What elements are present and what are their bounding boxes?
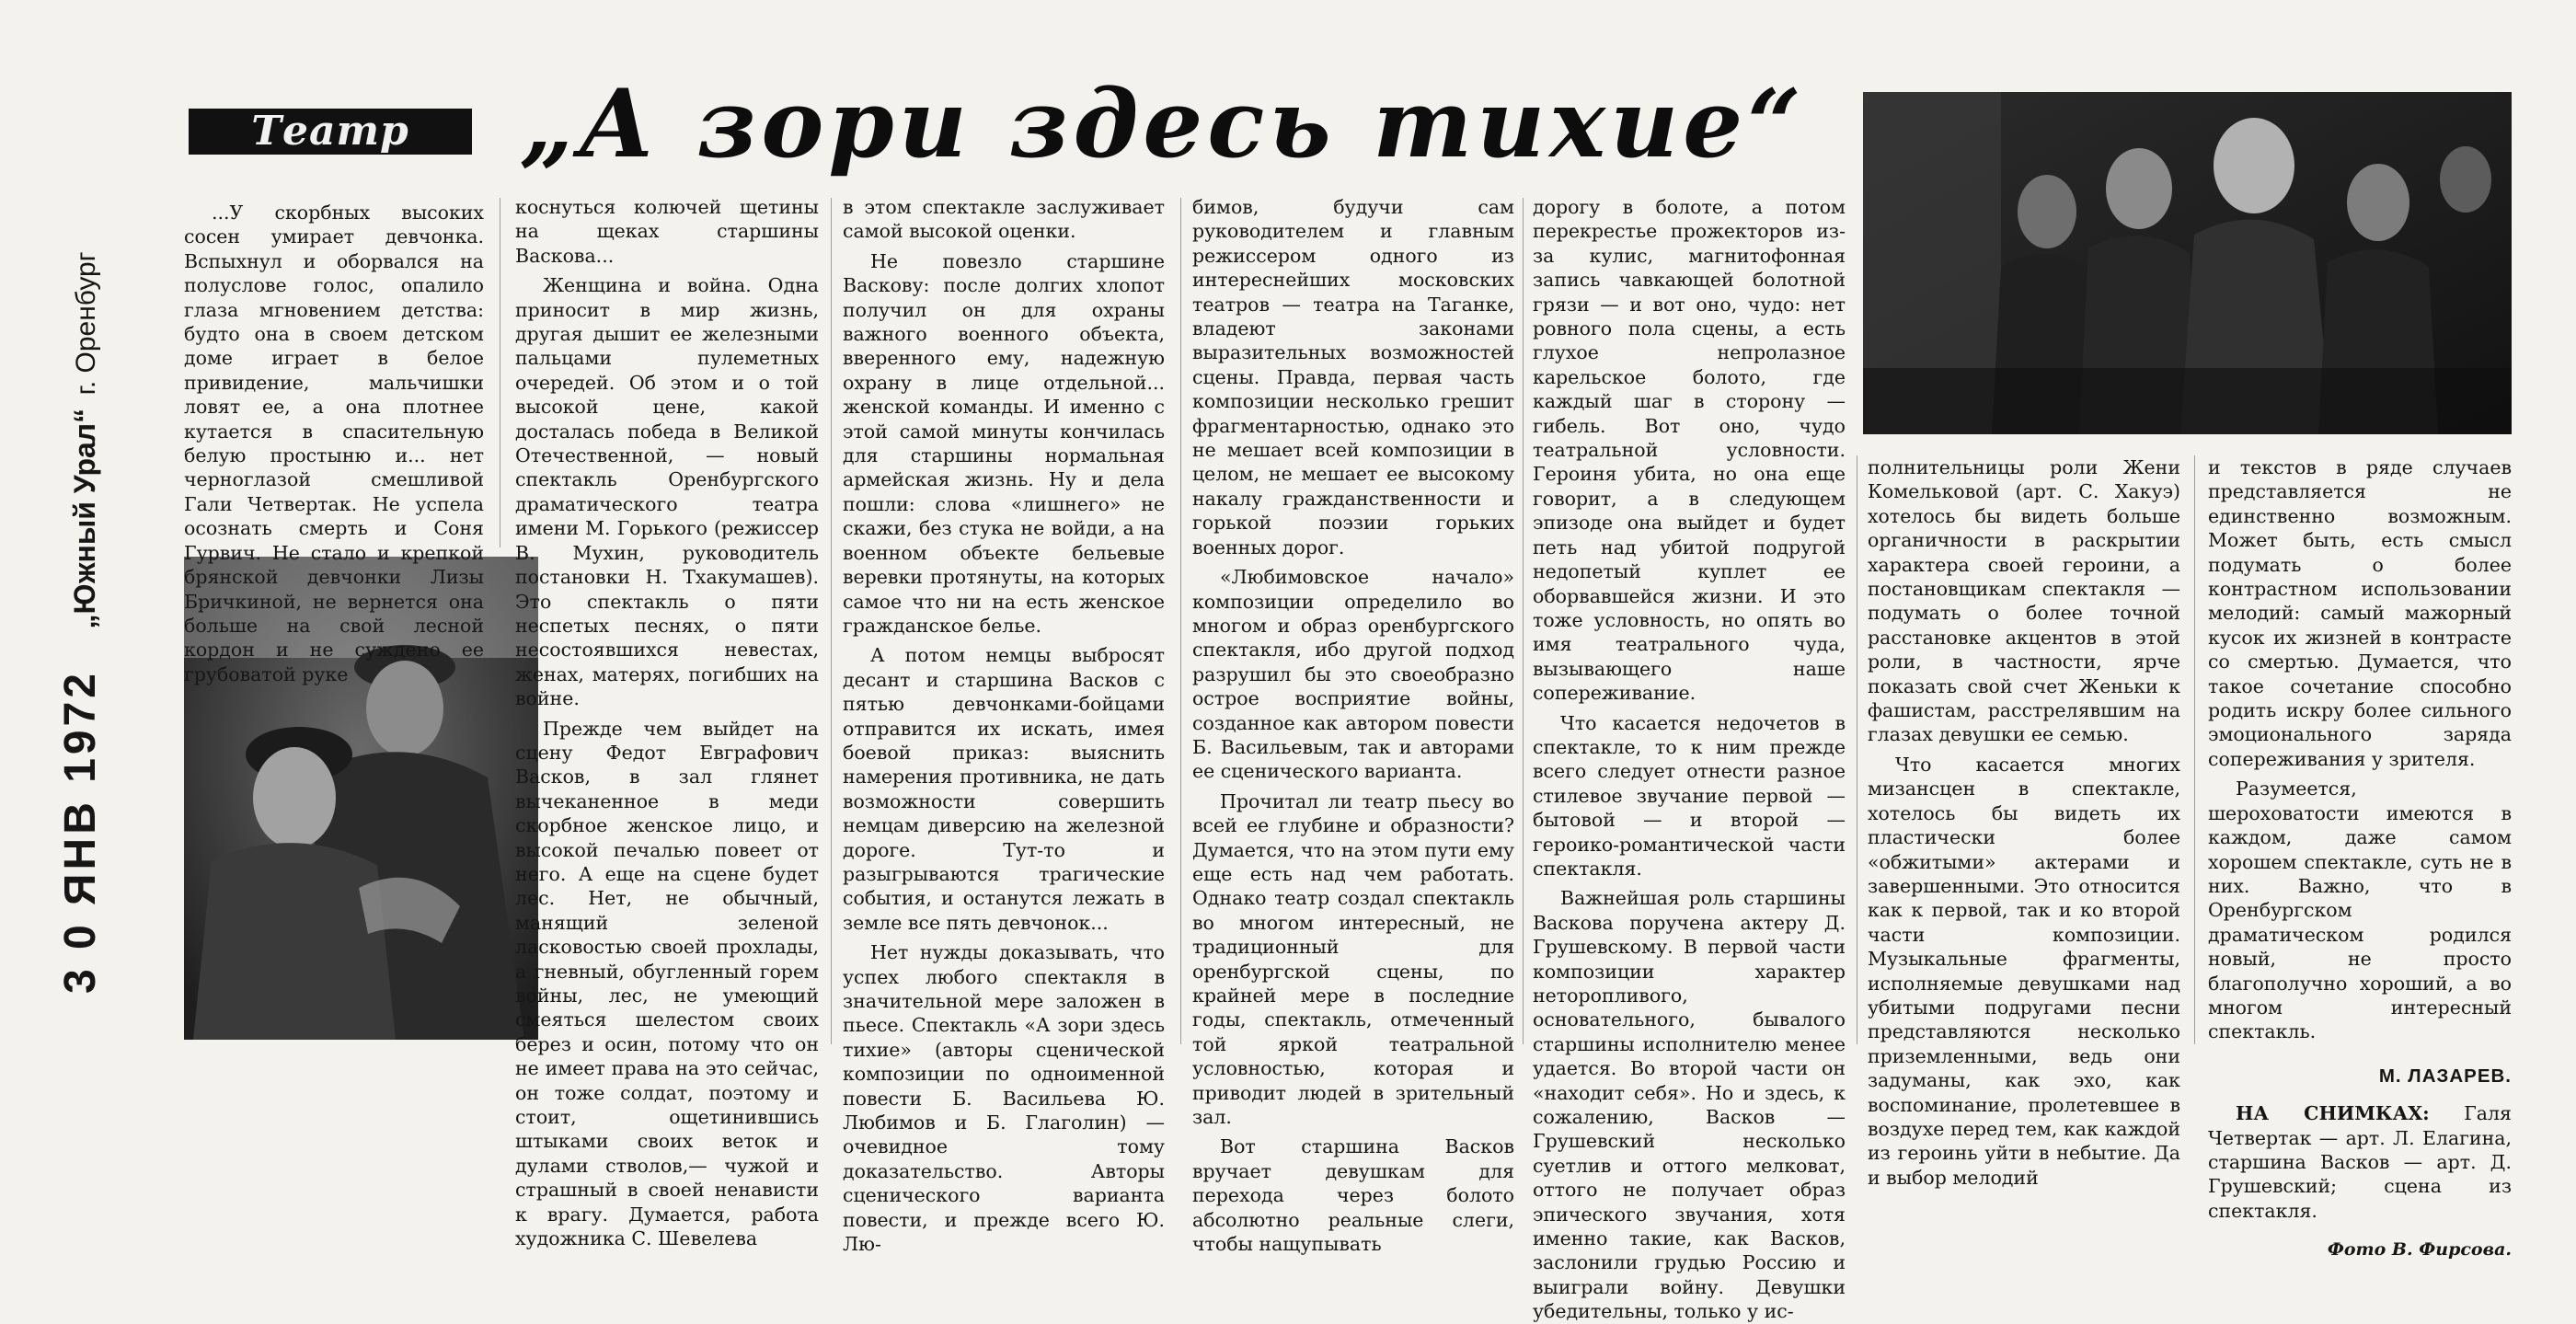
newspaper-city: г. Оренбург — [71, 251, 101, 396]
article-column-6 — [1868, 455, 2180, 1189]
column-rule — [1180, 198, 1181, 1044]
paragraph: Женщина и война. Одна приносит в мир жизнь, другая дышит ее железными пальцами пулеметных очередей. Об этом и о той высокой цене, какой досталась победа в Великой Отечественной, — новый спектакль Оренбургского драматического театра имени М. Горького (режиссер В. Мухин, руководитель постановки Н. Тхакумашев). Это спектакль о пяти неспетых песнях, о пяти несостоявшихся невестах, женах, матерях, погибших на войне. — [515, 274, 819, 710]
article-column-3 — [843, 195, 1165, 1256]
photo-image — [1863, 92, 2512, 434]
paragraph: Прочитал ли театр пьесу во всей ее глубине и образности? Думается, что на этом пути ему еще есть над чем работать. Однако театр создал спектакль во многом интересный, не традиционный для оренбургской сцены, по крайней мере в последние годы, спектакль, отмеченный той яркой театральной условностью, которая и приводит людей в зрительный зал. — [1192, 789, 1514, 1129]
article-column-4 — [1192, 195, 1514, 1256]
clipping-stamp — [55, 251, 106, 994]
article-column-2 — [515, 195, 819, 1250]
paragraph: коснуться колючей щетины на щеках старшины Васкова... — [515, 196, 819, 267]
article-column-7 — [2208, 455, 2512, 1261]
column-rule — [1523, 198, 1524, 1044]
paragraph: Нет нужды доказывать, что успех любого спектакля в значительной мере заложен в пьесе. Спектакль «А зори здесь тихие» (авторы сценической композиции по одноименной повести Б. Васильева Ю. Любимов и Б. Глаголин) — очевидное тому доказательство. Авторы сценического варианта повести, и прежде всего Ю. Лю- — [843, 941, 1165, 1256]
paragraph: и текстов в ряде случаев представляется не единственно возможным. Может быть, есть смысл подумать о более контрастном использовании мелодий: самый мажорный кусок их жизней в контрасте со смертью. Думается, что такое сочетание способно родить искру более сильного эмоционального заряда сопереживания у зрителя. — [2208, 456, 2512, 770]
article-column-5 — [1533, 195, 1846, 1323]
caption-label: НА СНИМКАХ: — [2236, 1102, 2430, 1125]
paragraph: полнительницы роли Жени Комельковой (арт. С. Хакуэ) хотелось бы видеть больше органичности в раскрытии характера своей героини, а постановщикам спектакля — подумать о более точной расстановке акцентов в этой роли, в частности, ярче показать свой счет Женьки к фашистам, расстрелявшим на глазах девушки ее семью. — [1868, 456, 2180, 746]
section-tag-text: Театр — [251, 108, 409, 155]
newspaper-name: „Южный Урал“ — [68, 408, 101, 629]
photo-caption — [2208, 1101, 2512, 1223]
column-rule — [2194, 455, 2195, 1044]
photo-credit: Фото В. Фирсова. — [2327, 1239, 2512, 1261]
paragraph: в этом спектакле заслуживает самой высокой оценки. — [843, 196, 1165, 243]
paragraph: Что касается многих мизансцен в спектакле, хотелось бы видеть их пластически более «обжитыми» актерами и завершенными. Это относится как к первой, так и ко второй части композиции. Музыкальные фрагменты, исполняемые девушками над убитыми подругами песни представляются несколько приземленными, ведь они задуманы, как эхо, как воспоминание, пролетевшее в воздухе перед тем, как каждой из героинь уйти в небытие. Да и выбор мелодий — [1868, 753, 2180, 1189]
paragraph: дорогу в болоте, а потом перекрестье прожекторов из-за кулис, магнитофонная запись чавкающей болотной грязи — и вот оно, чудо: нет ровного пола сцены, а есть глухое непролазное карельское болото, где каждый шаг в сторону — гибель. Вот оно, чудо театральной условности. Героиня убита, но она еще говорит, а в следующем эпизоде она выйдет и будет петь над убитой подругой недопетый куплет ее оборвавшейся жизни. И это тоже условность, но опять во имя театрального чуда, вызывающего наше сопереживание. — [1533, 196, 1846, 705]
paragraph: ...У скорбных высоких сосен умирает девчонка. Вспыхнул и оборвался на полуслове голос, опалило глаза мгновением детства: будто она в своем детском доме играет в белое привидение, мальчишки ловят ее, а она плотнее кутается в спасительную белую простыню и... нет черноглазой смешливой Гали Четвертак. Не успела осознать смерть и Соня Гурвич. Не стало и крепкой брянской девчонки Лизы Бричкиной, не вернется она больше на свой лесной кордон и не суждено ее грубоватой руке — [184, 201, 484, 685]
paragraph: Важнейшая роль старшины Васкова поручена актеру Д. Грушевскому. В первой части композиции характер неторопливого, основательного, бывалого старшины исполнителю менее удается. Во второй части он «находит себя». Но и здесь, к сожалению, Васков — Грушевский несколько суетлив и оттого мелковат, оттого не получает образ эпического звучания, хотя именно такие, как Васков, заслонили грудью Россию и выиграли войну. Девушки убедительны, только у ис- — [1533, 887, 1846, 1323]
paragraph: «Любимовское начало» композиции определило во многом и образ оренбургского спектакля, ибо другой подход разрушил бы это своеобразно острое восприятие войны, созданное как автором повести Б. Васильевым, так и авторами ее сценического варианта. — [1192, 566, 1514, 783]
column-rule — [831, 198, 832, 1044]
paragraph: А потом немцы выбросят десант и старшина Васков с пятью девчонками-бойцами отправится их искать, имея боевой приказ: выяснить намерения противника, не дать возможности совершить немцам диверсию на железной дороге. Тут-то и разыгрываются трагические события, и останутся лежать в земле все пять девчонок... — [843, 644, 1165, 934]
paragraph: бимов, будучи сам руководителем и главным режиссером одного из интереснейших московских театров — театра на Таганке, владеют законами выразительных возможностей сцены. Правда, первая часть композиции несколько грешит фрагментарностью, однако это не мешает всей композиции в целом, не мешает ее высокому накалу гражданственности и горькой поэзии горьких военных дорог. — [1192, 196, 1514, 558]
paragraph: Разумеется, шероховатости имеются в каждом, даже самом хорошем спектакле, суть не в них. Важно, что в Оренбургском драматическом родился новый, не просто благополучно хороший, а во многом интересный спектакль. — [2208, 777, 2512, 1043]
photo-scene-from-play — [1863, 92, 2512, 434]
author-signature: М. ЛАЗАРЕВ. — [2378, 1065, 2512, 1087]
caption-text: Галя Четвертак — арт. Л. Елагина, старшина Васков — арт. Д. Грушевский; сцена из спектакля. — [2208, 1102, 2512, 1222]
section-tag — [189, 109, 472, 155]
paragraph: Прежде чем выйдет на сцену Федот Евграфович Васков, в зал глянет вычеканенное в меди скорбное женское лицо, и высокой печалью повеет от него. А еще на сцене будет лес. Нет, не обычный, манящий зеленой ласковостью своей прохлады, а гневный, обугленный горем войны, лес, не умеющий смеяться шелестом своих берез и осин, потому что он не имеет права на это сейчас, он тоже солдат, поэтому и стоит, ощетинившись штыками своих веток и дулами стволов,— чужой и страшный в своей ненависти к врагу. Думается, работа художника С. Шевелева — [515, 717, 819, 1250]
paragraph: Что касается недочетов в спектакле, то к ним прежде всего следует отнести разное стилевое звучание первой — бытовой — и второй — героико-романтической части спектакля. — [1533, 711, 1846, 880]
paragraph: Вот старшина Васков вручает девушкам для перехода через болото абсолютно реальные слеги, чтобы нащупывать — [1192, 1135, 1514, 1256]
headline: „А зори здесь тихие“ — [520, 69, 1806, 179]
article-column-1 — [184, 201, 484, 685]
paragraph: Не повезло старшине Васкову: после долгих хлопот получил он для охраны важного военного объекта, вверенного ему, надежную охрану в лице отдельной... женской команды. И именно с этой самой минуты кончилась для старшины нормальная армейская жизнь. Ну и дела пошли: слова «лишнего» не скажи, без стука не войди, а на военном объекте бельевые веревки протянуты, на которых самое что ни на есть женское гражданское белье. — [843, 249, 1165, 637]
clipping-date: 3 0 ЯНВ 1972 — [56, 669, 105, 994]
